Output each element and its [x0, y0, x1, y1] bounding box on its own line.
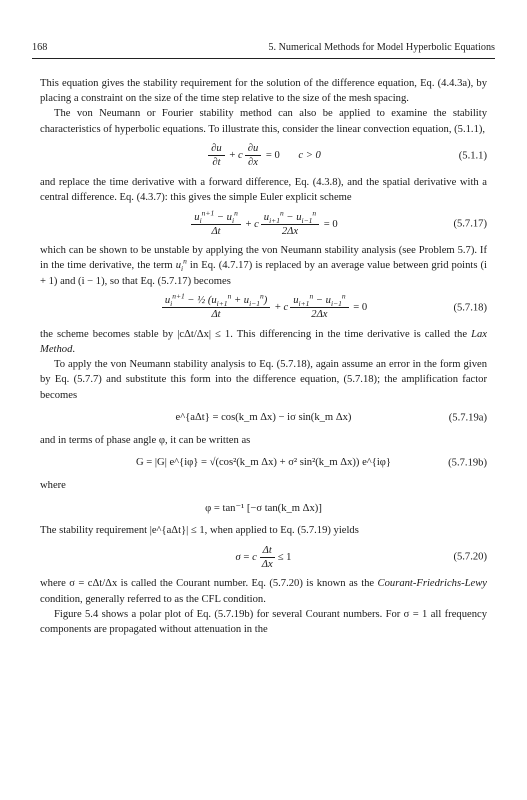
paragraph-11: Figure 5.4 shows a polar plot of Eq. (5.7.19b) for several Courant numbers. For σ = 1 all frequency components are propagated without attenuation in the — [40, 608, 487, 636]
page-header — [32, 40, 495, 55]
equation-phi-body: φ = tan⁻¹ [−σ tan(k_m Δx)] — [205, 502, 322, 514]
equation-5-7-20-body: σ = c $\frac{\Delta t}{\Delta x}$ ≤ 1 — [235, 544, 292, 570]
header-rule — [32, 58, 495, 59]
paragraph-2: The von Neumann or Fourier stability method can also be applied to examine the stability characteristics of hyperbolic equations. To illustrate this, consider the linear convection equation, (5.1.1), — [40, 108, 487, 135]
paragraph-5 — [40, 327, 487, 357]
paragraph-4: which can be shown to be unstable by applying the von Neumann stability analysis (see Problem 5.7). If in the time derivative, the term $u_i^n$ in Eq. (4.7.17) is replaced by an average value between grid points (i + 1) and (i − 1), so that Eq. (5.7.17) becomes — [40, 245, 487, 287]
paragraph-5-part-b: . — [72, 344, 76, 356]
equation-5-7-19b — [40, 452, 487, 474]
equation-5-1-1-body: $\frac{\partial u}{\partial t}$ + c $\frac{\partial u}{\partial x}$ = 0 c > 0 — [40, 142, 487, 169]
page-body — [40, 76, 487, 637]
page-number: 168 — [32, 42, 48, 53]
equation-phi — [40, 497, 487, 519]
paragraph-4-term: u — [175, 260, 182, 272]
equation-number: (5.7.18) — [453, 302, 487, 314]
paragraph-1: This equation gives the stability requirement for the solution of the difference equation, Eq. (4.4.3a), by placing a constraint on the size of the time step relative to the size of the mesh spacing. — [40, 78, 487, 105]
paragraph-4-part-b: in Eq. (4.7.17) is replaced by an average value between grid points (i + 1) and (i − 1), so that Eq. (5.7.17) becomes — [40, 260, 487, 287]
paragraph-8: where — [40, 480, 66, 492]
paragraph-3: and replace the time derivative with a forward difference, Eq. (4.3.8), and the spatial derivative with a central difference. Eq. (4.3.7): this gives the simple Euler explicit scheme — [40, 176, 487, 204]
equation-5-7-17-body: $\frac{u_i^{n+1} - u_i^n}{\Delta t}$ + c $\frac{u_{i+1}^n - u_{i-1}^n}{2\Delta x}$ = 0 — [40, 211, 487, 238]
paragraph-6: To apply the von Neumann stability analysis to Eq. (5.7.18), again assume an error in the form given by Eq. (5.7.7) and substitute this form into the difference equation, (5.7.18); the amplification factor becomes — [40, 359, 487, 401]
equation-number: (5.7.19a) — [448, 412, 487, 424]
equation-5-7-19a — [40, 407, 487, 429]
equation-number: (5.1.1) — [458, 150, 487, 162]
paragraph-5-part-a: the scheme becomes stable by |cΔt/Δx| ≤ 1. This differencing in the time derivative is called the — [40, 328, 472, 340]
cfl-term: Courant-Friedrichs-Lewy — [377, 578, 487, 590]
paragraph-10-part-a: where σ = cΔt/Δx is called the Courant number. Eq. (5.7.20) is known as the — [40, 578, 378, 590]
paragraph-9: The stability requirement |e^{aΔt}| ≤ 1, when applied to Eq. (5.7.19) yields — [40, 525, 359, 537]
equation-5-7-18 — [40, 293, 487, 323]
equation-5-7-18-body: $\frac{u_i^{n+1} - \frac{1}{2} (u_{i+1}^n + u_{i-1}^n)}{\Delta t}$ + c $\frac{u_{i+1}^n - u_{i-1}^n}{2\Delta x}$ = 0 — [40, 294, 487, 321]
paragraph-7: and in terms of phase angle φ, it can be written as — [40, 434, 251, 446]
paragraph-4-part-a: which can be shown to be unstable by applying the von Neumann stability analysis (see Problem 5.7). If in the time derivative, the term — [40, 245, 487, 272]
lax-method-term: Lax Method — [40, 328, 487, 356]
equation-5-7-19a-body: e^{aΔt} = cos(k_m Δx) − iσ sin(k_m Δx) — [175, 412, 352, 424]
equation-5-7-17 — [40, 209, 487, 239]
paragraph-10 — [40, 576, 487, 606]
running-title: 5. Numerical Methods for Model Hyperbolic Equations — [268, 42, 495, 53]
paragraph-10-part-b: condition, generally referred to as the CFL condition. — [40, 593, 266, 605]
equation-number: (5.7.20) — [453, 551, 487, 563]
equation-number: (5.7.17) — [453, 218, 487, 230]
equation-5-1-1-condition: c > 0 — [298, 150, 321, 162]
equation-5-1-1 — [40, 141, 487, 171]
equation-5-7-20 — [40, 542, 487, 572]
equation-5-7-19b-body: G = |G| e^{iφ} = √(cos²(k_m Δx) + σ² sin²(k_m Δx)) e^{iφ} — [136, 457, 391, 469]
equation-number: (5.7.19b) — [448, 457, 487, 469]
